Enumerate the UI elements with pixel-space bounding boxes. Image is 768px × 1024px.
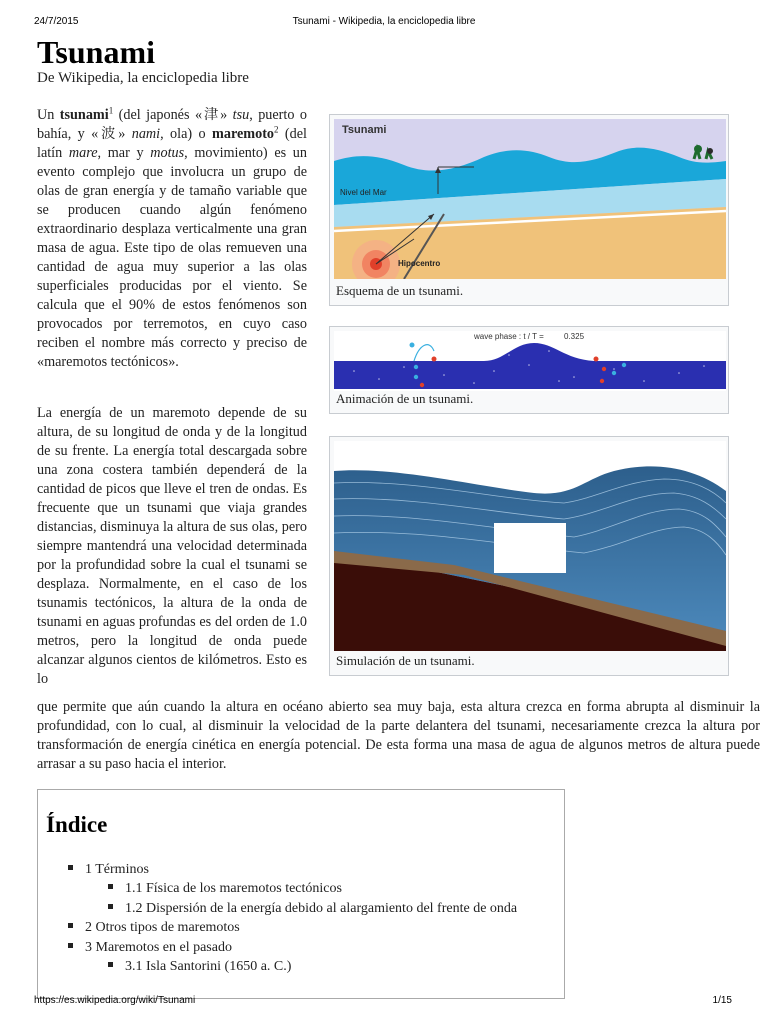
figure-caption: Animación de un tsunami.	[336, 391, 474, 406]
page-subtitle: De Wikipedia, la enciclopedia libre	[37, 70, 249, 86]
tsunami-animation-image[interactable]	[334, 331, 726, 391]
toc-item[interactable]	[108, 881, 342, 897]
figure-tsunami-animation	[329, 326, 729, 414]
bullet-icon	[68, 865, 73, 870]
toc-title: Índice	[46, 812, 108, 837]
toc-item[interactable]	[108, 959, 291, 975]
print-url: https://es.wikipedia.org/wiki/Tsunami	[34, 995, 196, 1006]
toc-item[interactable]	[68, 862, 149, 878]
toc-link[interactable]: 1.1 Física de los maremotos tectónicos	[125, 881, 342, 896]
bullet-icon	[68, 943, 73, 948]
intro-paragraph: Un tsunami$^1$ (del japonés «津» tsu, puerto o bahía, y «波» nami, ola) o maremoto$^2$ (del latín mare, mar y motus, movimiento) es un evento complejo que involucra un grupo de olas de gran energía y de tamaño variable que se producen cuando algún fenómeno extraordinario desplaza verticalmente una gran masa de agua. Este tipo de olas remueven una cantidad de agua muy superior a las olas superficiales producidas por el viento. Se calcula que el 90% de estos fenómenos son provocados por terremotos, en cuyo caso reciben el nombre más correcto y preciso de «maremotos tectónicos».	[37, 105, 307, 370]
print-header	[0, 16, 768, 30]
figure-tsunami-simulation	[329, 436, 729, 676]
figure-caption: Simulación de un tsunami.	[336, 653, 475, 668]
ref-1[interactable]: 1	[108, 105, 114, 116]
toc-link[interactable]: 3.1 Isla Santorini (1650 a. C.)	[125, 959, 292, 974]
tsunami-simulation-image[interactable]	[334, 441, 726, 651]
animation-phase-label: wave phase : t / T =	[474, 332, 544, 341]
toc-link[interactable]: 1.2 Dispersión de la energía debido al alargamiento del frente de onda	[125, 901, 518, 916]
toc-item[interactable]	[68, 940, 232, 956]
bullet-icon	[108, 962, 113, 967]
term-tsunami: tsunami	[59, 107, 109, 123]
figure-caption: Esquema de un tsunami.	[336, 283, 464, 298]
toc-item[interactable]	[68, 920, 240, 936]
tsunami-diagram-image[interactable]	[334, 119, 726, 279]
energy-paragraph: La energía de un maremoto depende de su altura, de su longitud de onda y de la longitud de su frente. La energía total descargada sobre una zona costera también dependerá de la cantidad de picos que lleve el tren de ondas. Es frecuente que un tsunami que viaja grandes distancias, disminuya la altura de sus olas, pero siempre mantendrá una velocidad determinada por la profundidad sobre la cual el tsunami se desplaza. Normalmente, en el caso de los tsunamis tectónicos, la altura de la onda de tsunami en aguas profundas es del orden de 1.0 metros, pero la longitud de onda puede alcanzar algunos cientos de kilómetros. Esto es lo	[37, 405, 307, 687]
print-date: 24/7/2015	[34, 16, 79, 27]
bullet-icon	[108, 904, 113, 909]
bullet-icon	[68, 923, 73, 928]
toc-link[interactable]: 3 Maremotos en el pasado	[85, 940, 232, 955]
print-page-number: 1/15	[712, 995, 732, 1006]
ref-2[interactable]: 2	[274, 124, 279, 135]
diagram-sea-level-label: Nivel del Mar	[340, 188, 387, 197]
table-of-contents	[37, 789, 565, 999]
term-maremoto: maremoto	[212, 126, 275, 142]
energy-paragraph-continued: que permite que aún cuando la altura en océano abierto sea muy baja, esta altura crezca en forma abrupta al disminuir la profundidad, con lo cual, al disminuir la velocidad de la parte delantera del tsunami, necesariamente crezca la altura por transformación de energía cinética en energía potencial. De esta forma una masa de agua de algunos metros de altura puede arrasar a su paso hacia el interior.	[37, 699, 760, 772]
print-footer	[0, 995, 768, 1009]
toc-link[interactable]: 1 Términos	[85, 862, 149, 877]
bullet-icon	[108, 884, 113, 889]
figure-tsunami-diagram	[329, 114, 729, 306]
animation-phase-value: 0.325	[564, 332, 585, 341]
toc-link[interactable]: 2 Otros tipos de maremotos	[85, 920, 240, 935]
diagram-hypocenter-label: Hipocentro	[398, 259, 441, 268]
diagram-title: Tsunami	[342, 124, 387, 136]
toc-item[interactable]	[108, 901, 517, 917]
page-title: Tsunami	[37, 34, 155, 70]
print-page-title: Tsunami - Wikipedia, la enciclopedia libre	[292, 16, 476, 27]
